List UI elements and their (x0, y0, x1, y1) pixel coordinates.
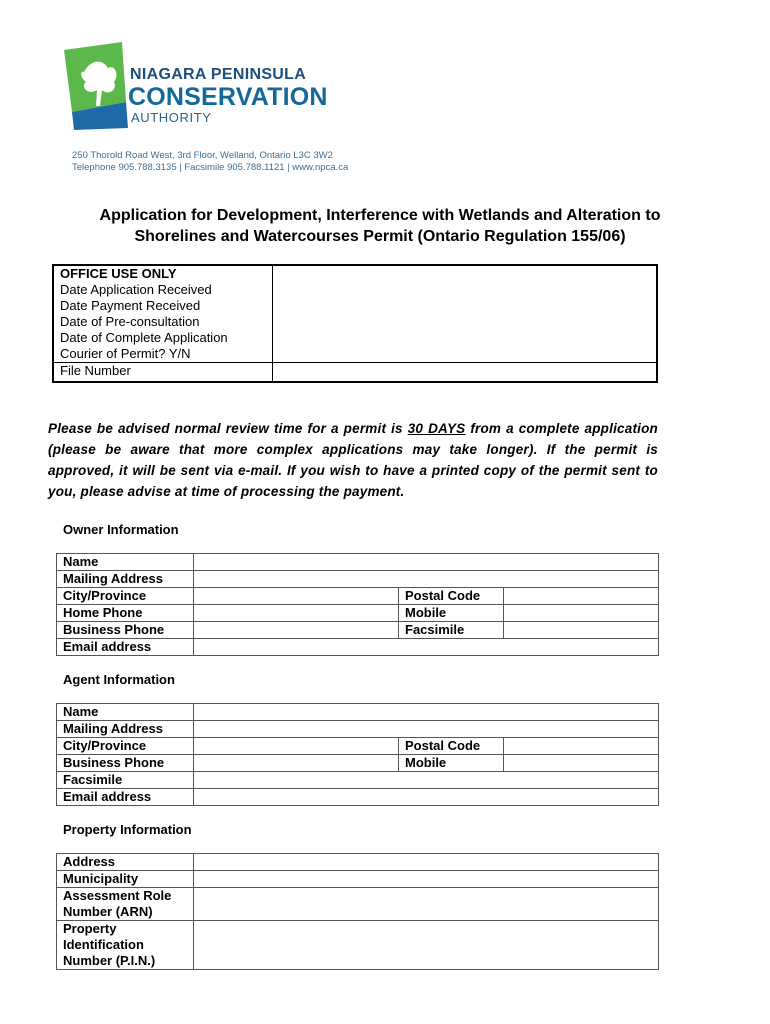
agent-fax-field[interactable] (194, 772, 659, 789)
agent-email-label: Email address (57, 789, 194, 806)
agent-table (56, 703, 659, 806)
agent-email-field[interactable] (194, 789, 659, 806)
arn-label-line1: Assessment Role (63, 888, 172, 903)
office-use-table (52, 264, 658, 383)
office-use-item: Date of Pre-consultation (60, 314, 200, 329)
owner-city-field[interactable] (194, 588, 399, 605)
agent-mobile-label: Mobile (399, 755, 504, 772)
owner-table (56, 553, 659, 656)
office-use-item: Date Application Received (60, 282, 212, 297)
office-use-item: Date Payment Received (60, 298, 201, 313)
owner-business-phone-label: Business Phone (57, 622, 194, 639)
org-contact: Telephone 905.788.3135 | Facsimile 905.788.1121 | www.npca.ca (72, 162, 349, 173)
org-name-line3: AUTHORITY (131, 110, 212, 125)
owner-mailing-field[interactable] (194, 571, 659, 588)
pin-label-line2: Identification (63, 937, 144, 952)
agent-business-phone-label: Business Phone (57, 755, 194, 772)
property-municipality-label: Municipality (57, 871, 194, 888)
agent-name-label: Name (57, 704, 194, 721)
office-use-item: Date of Complete Application (60, 330, 228, 345)
property-pin-label (57, 921, 194, 970)
property-address-field[interactable] (194, 854, 659, 871)
owner-home-phone-field[interactable] (194, 605, 399, 622)
owner-mailing-label: Mailing Address (57, 571, 194, 588)
form-title (30, 205, 730, 247)
property-pin-field[interactable] (194, 921, 659, 970)
owner-business-phone-field[interactable] (194, 622, 399, 639)
owner-fax-label: Facsimile (399, 622, 504, 639)
agent-mailing-field[interactable] (194, 721, 659, 738)
owner-heading: Owner Information (63, 522, 179, 537)
file-number-label: File Number (53, 363, 273, 383)
agent-mobile-field[interactable] (504, 755, 659, 772)
owner-postal-field[interactable] (504, 588, 659, 605)
notice-days: 30 DAYS (407, 421, 466, 436)
org-name-line2: CONSERVATION (128, 83, 328, 111)
office-use-item: Courier of Permit? Y/N (60, 346, 191, 361)
org-name-line1: NIAGARA PENINSULA (130, 66, 307, 83)
owner-postal-label: Postal Code (399, 588, 504, 605)
office-use-labels (53, 265, 273, 363)
org-address: 250 Thorold Road West, 3rd Floor, Welland, Ontario L3C 3W2 (72, 150, 333, 161)
notice-text-1: Please be advised normal review time for a permit is (48, 421, 408, 436)
arn-label-line2: Number (ARN) (63, 904, 153, 919)
property-table (56, 853, 659, 970)
agent-postal-field[interactable] (504, 738, 659, 755)
owner-name-label: Name (57, 554, 194, 571)
agent-fax-label: Facsimile (57, 772, 194, 789)
owner-home-phone-label: Home Phone (57, 605, 194, 622)
property-municipality-field[interactable] (194, 871, 659, 888)
review-notice (48, 418, 658, 502)
owner-city-label: City/Province (57, 588, 194, 605)
agent-mailing-label: Mailing Address (57, 721, 194, 738)
notice-text-2: from a complete application (please be aware that more complex applications may take longer). If the permit is approved, it will be sent via e-mail. If you wish to have a printed copy of the permit sent to you, please advise at time of processing the payment. (48, 421, 658, 499)
agent-city-field[interactable] (194, 738, 399, 755)
agent-heading: Agent Information (63, 672, 175, 687)
file-number-field[interactable] (273, 363, 658, 383)
owner-fax-field[interactable] (504, 622, 659, 639)
agent-city-label: City/Province (57, 738, 194, 755)
property-address-label: Address (57, 854, 194, 871)
agent-postal-label: Postal Code (399, 738, 504, 755)
owner-name-field[interactable] (194, 554, 659, 571)
pin-label-line3: Number (P.I.N.) (63, 953, 156, 968)
property-arn-field[interactable] (194, 888, 659, 921)
office-use-heading: OFFICE USE ONLY (60, 266, 177, 281)
form-title-line1: Application for Development, Interference with Wetlands and Alteration to (99, 207, 661, 224)
property-heading: Property Information (63, 822, 192, 837)
property-arn-label (57, 888, 194, 921)
owner-mobile-field[interactable] (504, 605, 659, 622)
office-use-entry-field[interactable] (273, 265, 658, 363)
form-title-line2: Shorelines and Watercourses Permit (Ontario Regulation 155/06) (134, 228, 626, 245)
owner-email-label: Email address (57, 639, 194, 656)
pin-label-line1: Property (63, 921, 117, 936)
agent-name-field[interactable] (194, 704, 659, 721)
agent-business-phone-field[interactable] (194, 755, 399, 772)
owner-mobile-label: Mobile (399, 605, 504, 622)
owner-email-field[interactable] (194, 639, 659, 656)
